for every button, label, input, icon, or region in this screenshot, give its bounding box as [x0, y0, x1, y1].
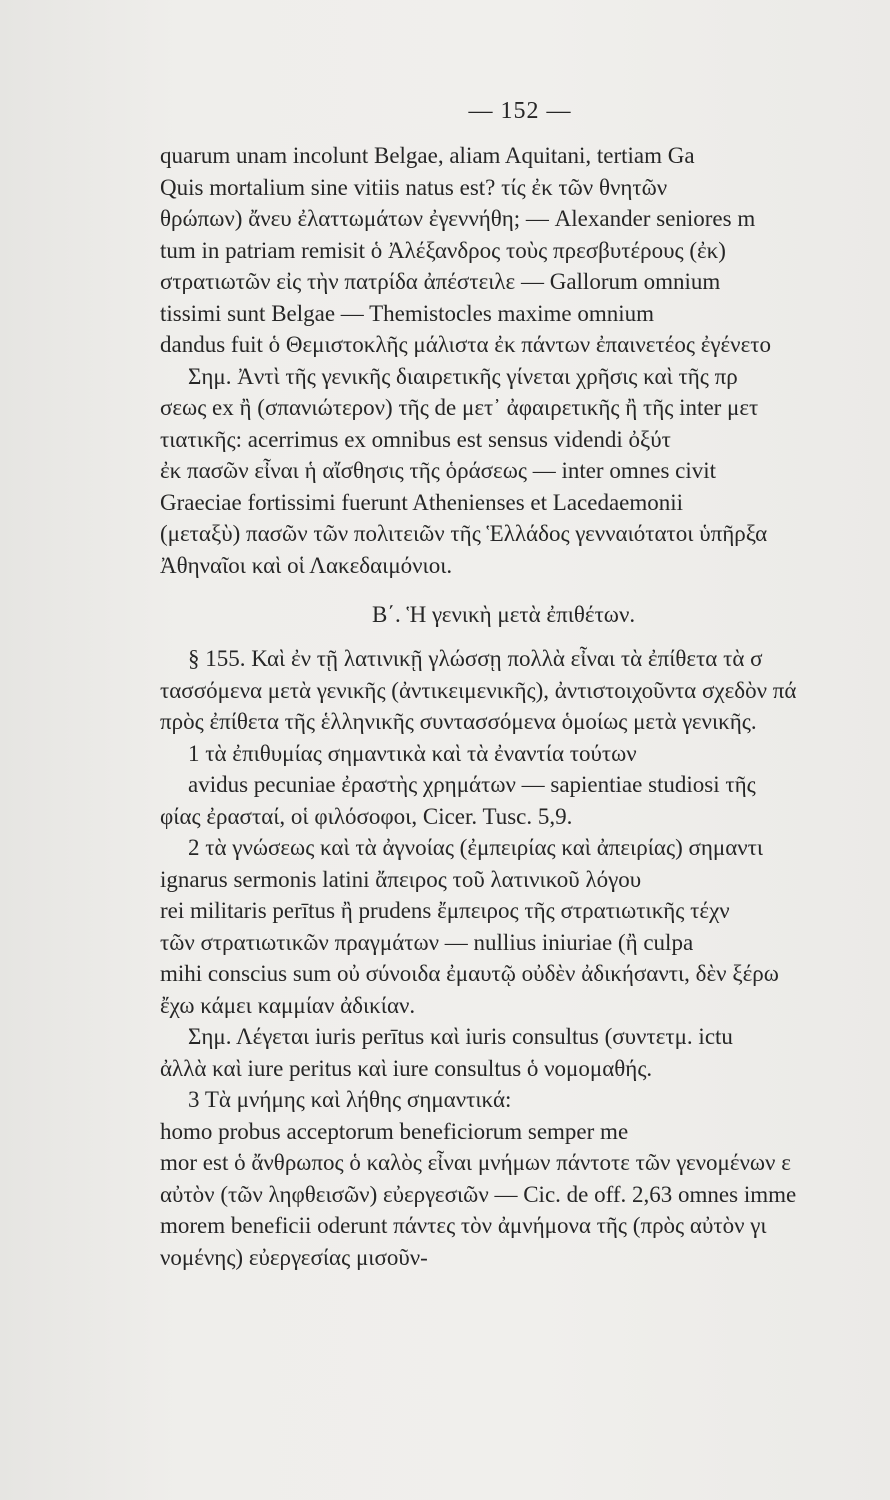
text-line: τῶν στρατιωτικῶν πραγμάτων — nullius iniuriae (ἢ culpa — [160, 929, 694, 955]
text-line: morem beneficii oderunt πάντες τὸν ἀμνήμονα τῆς (πρὸς αὐτὸν γι — [160, 1213, 767, 1238]
text-line: ἔχω κάμει καμμίαν ἀδικίαν. — [160, 992, 416, 1018]
text-line: σεως ex ἢ (σπανιώτερον) τῆς de μετ᾽ ἀφαιρετικῆς ἢ τῆς inter μετ — [160, 395, 759, 420]
text-line: ἐκ πασῶν εἶναι ἡ αἴσθησις τῆς ὁράσεως — inter omnes civit — [160, 458, 717, 483]
page-number: — 152 — — [468, 98, 572, 124]
text-line: homo probus acceptorum beneficiorum semper me — [160, 1118, 629, 1144]
text-line: ἀλλὰ καὶ iure peritus καὶ iure consultus ὁ νομομαθής. — [160, 1055, 653, 1081]
text-line: στρατιωτῶν εἰς τὴν πατρίδα ἀπέστειλε — Gallorum omnium — [160, 269, 721, 294]
text-line: tissimi sunt Belgae — Themistocles maxime omnium — [160, 300, 655, 326]
note-line: Σημ. Λέγεται iuris perītus καὶ iuris consultus (συντετμ. ictu — [188, 1024, 733, 1049]
text-line: Graeciae fortissimi fuerunt Athenienses et Lacedaemonii — [160, 489, 684, 515]
section-heading: Β΄. Ἡ γενικὴ μετὰ ἐπιθέτων. — [372, 602, 636, 627]
text-line: quarum unam incolunt Belgae, aliam Aquitani, tertiam Ga — [160, 143, 695, 168]
text-line: rei militaris perītus ἢ prudens ἔμπειρος τῆς στρατιωτικῆς τέχν — [160, 898, 730, 923]
text-line: αὐτὸν (τῶν ληφθεισῶν) εὐεργεσιῶν — Cic. de off. 2,63 omnes imme — [160, 1181, 797, 1207]
text-line: mihi conscius sum οὐ σύνοιδα ἐμαυτῷ οὐδὲν ἀδικήσαντι, δὲν ξέρω — [160, 961, 779, 986]
text-line: πρὸς ἐπίθετα τῆς ἑλληνικῆς συντασσόμενα ὁμοίως μετὰ γενικῆς. — [160, 709, 757, 734]
text-line: θρώπων) ἄνευ ἐλαττωμάτων ἐγεννήθη; — Alexander seniores m — [160, 206, 756, 231]
text-line: Ἀθηναῖοι καὶ οἱ Λακεδαιμόνιοι. — [160, 552, 453, 578]
list-item-line: 1 τὰ ἐπιθυμίας σημαντικὰ καὶ τὰ ἐναντία τούτων — [188, 740, 637, 766]
text-line: τιατικῆς: acerrimus ex omnibus est sensus videndi ὀξύτ — [160, 426, 671, 452]
text-line: avidus pecuniae ἐραστὴς χρημάτων — sapientiae studiosi τῆς — [188, 772, 756, 797]
paragraph-line: § 155. Καὶ ἐν τῇ λατινικῇ γλώσσῃ πολλὰ εἶναι τὰ ἐπίθετα τὰ σ — [188, 646, 763, 671]
text-line: tum in patriam remisit ὁ Ἀλέξανδρος τοὺς πρεσβυτέρους (ἐκ) — [160, 237, 726, 263]
text-line: ignarus sermonis latini ἄπειρος τοῦ λατινικοῦ λόγου — [160, 866, 642, 892]
note-line: Σημ. Ἀντὶ τῆς γενικῆς διαιρετικῆς γίνεται χρῆσις καὶ τῆς πρ — [188, 363, 738, 389]
text-line: mor est ὁ ἄνθρωπος ὁ καλὸς εἶναι μνήμων πάντοτε τῶν γενομένων ε — [160, 1150, 791, 1175]
text-line: νομένης) εὐεργεσίας μισοῦν- — [160, 1244, 428, 1270]
list-item-line: 2 τὰ γνώσεως καὶ τὰ ἀγνοίας (ἐμπειρίας καὶ ἀπειρίας) σημαντι — [188, 835, 764, 860]
list-item-line: 3 Τὰ μνήμης καὶ λήθης σημαντικά: — [188, 1087, 512, 1112]
body-text — [160, 140, 890, 1273]
text-line: dandus fuit ὁ Θεμιστοκλῆς μάλιστα ἐκ πάντων ἐπαινετέος ἐγένετο — [160, 332, 771, 357]
text-line: τασσόμενα μετὰ γενικῆς (ἀντικειμενικῆς), ἀντιστοιχοῦντα σχεδὸν πά — [160, 677, 797, 703]
text-line: φίας ἐρασταί, οἱ φιλόσοφοι, Cicer. Tusc. 5,9. — [160, 803, 573, 829]
text-line: Quis mortalium sine vitiis natus est? τίς ἐκ τῶν θνητῶν — [160, 174, 668, 200]
text-line: (μεταξὺ) πασῶν τῶν πολιτειῶν τῆς Ἑλλάδος γενναιότατοι ὑπῆρξα — [160, 521, 768, 546]
